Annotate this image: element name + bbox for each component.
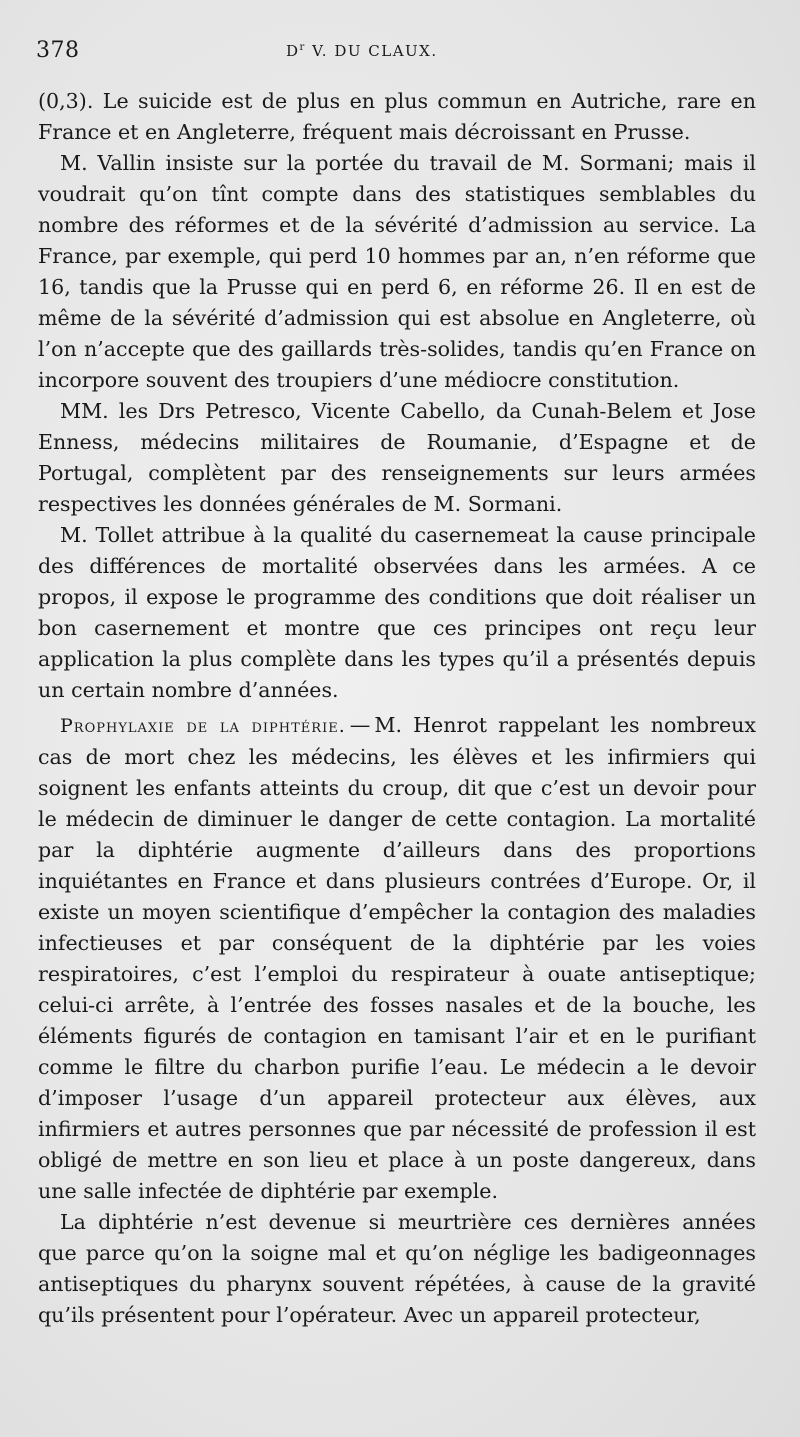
running-head-rest: V. DU CLAUX. [305,42,438,60]
paragraph-tollet: M. Tollet attribue à la qualité du casernemeat la cause principale des différences de mortalité observées dans les armées. A ce propos, il expose le programme des conditions que doit réaliser un bon casernement et montre que ces principes ont reçu leur application la plus complète dans les types qu’il a présentés depuis un certain nombre d’années. [38,523,756,702]
running-head-sup: r [299,42,306,53]
section-heading: Prophylaxie de la diphtérie. [60,715,346,737]
running-head-prefix: D [286,42,300,60]
section-text: M. Henrot rappelant les nombreux cas de mort chez les médecins, les élèves et les infirmiers qui soignent les enfants atteints du croup, dit que c’est un devoir pour le médecin de diminuer le danger de cette contagion. La mortalité par la diphtérie augmente d’ailleurs dans des proportions inquiétantes en France et dans plusieurs contrées d’Europe. Or, il existe un moyen scientifique d’empêcher la contagion des maladies infectieuses et par conséquent de la diphtérie par les voies respiratoires, c’est l’emploi du respirateur à ouate antiseptique; celui-ci arrête, à l’entrée des fosses nasales et de la bouche, les éléments figurés de contagion en tamisant l’air et en le purifiant comme le filtre du charbon purifie l’eau. Le médecin a le devoir d’imposer l’usage d’un appareil protecteur aux élèves, aux infirmiers et autres personnes que par nécessité de profession il est obligé de mettre en son lieu et place à un poste dangereux, dans une salle infectée de diphtérie par exemple. [38,713,757,1203]
section-prophylaxie [38,710,756,1207]
body-text [38,86,756,1331]
section-dash: — [349,713,371,737]
paragraph-vallin: M. Vallin insiste sur la portée du travail de M. Sormani; mais il voudrait qu’on tînt compte dans des statistiques semblables du nombre des réformes et de la sévérité d’admission au service. La France, par exemple, qui perd 10 hommes par an, n’en réforme que 16, tandis que la Prusse qui en perd 6, en réforme 26. Il en est de même de la sévérité d’admission qui est absolue en Angleterre, où l’on n’accepte que des gaillards très-solides, tandis qu’en France on incorpore souvent des troupiers d’une médiocre constitution. [38,151,756,392]
paragraph-suicide: (0,3). Le suicide est de plus en plus commun en Autriche, rare en France et en Angleterre, fréquent mais décroissant en Prusse. [38,89,756,144]
page-header [36,38,756,70]
paragraph-petresco: MM. les Drs Petresco, Vicente Cabello, da Cunah-Belem et Jose Enness, médecins militaires de Roumanie, d’Espagne et de Portugal, complètent par des renseignements sur leurs armées respectives les données générales de M. Sormani. [38,399,756,516]
page-number: 378 [36,38,80,63]
paragraph-diphterie: La diphtérie n’est devenue si meurtrière ces dernières années que parce qu’on la soigne mal et qu’on néglige les badigeonnages antiseptiques du pharynx souvent répétées, à cause de la gravité qu’ils présentent pour l’opérateur. Avec un appareil protecteur, [38,1210,756,1327]
running-head [286,42,438,60]
